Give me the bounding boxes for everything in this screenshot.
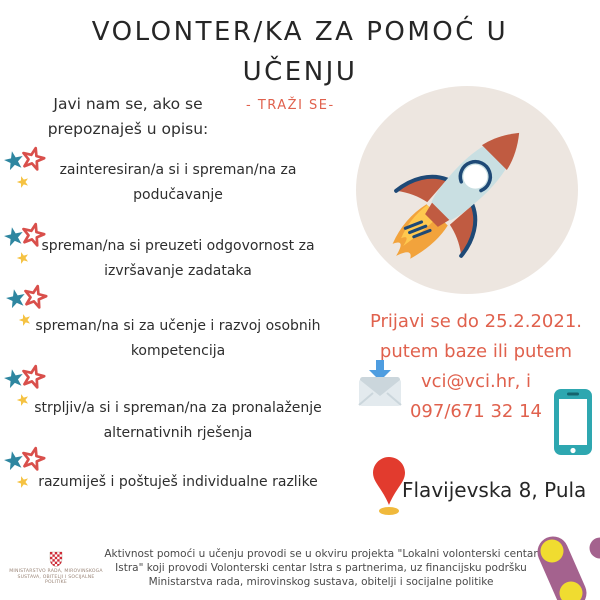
requirement-item: zainteresiran/a si i spreman/na za podučavanje: [59, 162, 297, 203]
map-pin-icon: [372, 455, 406, 519]
wanted-tag: - TRAŽI SE-: [246, 98, 335, 113]
star-cluster-icon: [2, 364, 46, 410]
vci-logo: [527, 536, 600, 600]
envelope-download-icon: [356, 359, 404, 409]
contact-email: vci@vci.hr, i: [420, 371, 532, 392]
poster-title-line2: UČENJU: [242, 57, 358, 87]
requirement-item: spreman/na si preuzeti odgovornost za izvršavanje zadataka: [41, 238, 315, 279]
intro-line1: Javi nam se, ako se: [53, 95, 203, 113]
ministry-name-line2: SUSTAVA, OBITELJI I SOCIJALNE POLITIKE: [17, 574, 95, 586]
contact-phone-number: 097/671 32 14: [409, 401, 543, 422]
star-cluster-icon: [2, 222, 46, 268]
ministry-logo-block: [8, 551, 104, 586]
contact-method: putem baze ili putem: [379, 341, 573, 362]
contact-deadline: Prijavi se do 25.2.2021.: [369, 311, 582, 332]
intro-line2: prepoznaješ u opisu:: [47, 120, 209, 138]
croatia-coat-of-arms-icon: [49, 551, 63, 567]
intro-text: [28, 92, 228, 142]
smartphone-icon: [552, 387, 596, 457]
poster-title-line1: VOLONTER/KA ZA POMOĆ U: [91, 17, 509, 47]
poster-title: [0, 12, 600, 92]
address-text: Flavijevska 8, Pula: [402, 478, 587, 502]
ministry-name-line1: MINISTARSTVO RADA, MIROVINSKOGA: [9, 569, 103, 574]
star-cluster-icon: [2, 446, 46, 492]
requirement-item: strpljiv/a si i spreman/na za pronalaženje alternativnih rješenja: [34, 400, 322, 441]
footer-project-text: Aktivnost pomoći u učenju provodi se u okviru projekta "Lokalni volonterski centar Istra" koji provodi Volonterski centar Istra s partnerima, uz financijsku podršku Ministarstva rada, mirovinskog sustava, obitelji i socijalne politike: [104, 548, 538, 588]
rocket-illustration: [356, 86, 578, 294]
star-cluster-icon: [4, 284, 48, 330]
requirement-item: spreman/na si za učenje i razvoj osobnih kompetencija: [35, 318, 321, 359]
star-cluster-icon: [2, 146, 46, 192]
requirement-item: razumiješ i poštuješ individualne razlike: [38, 474, 318, 490]
rocket-circle-background: [356, 86, 578, 294]
